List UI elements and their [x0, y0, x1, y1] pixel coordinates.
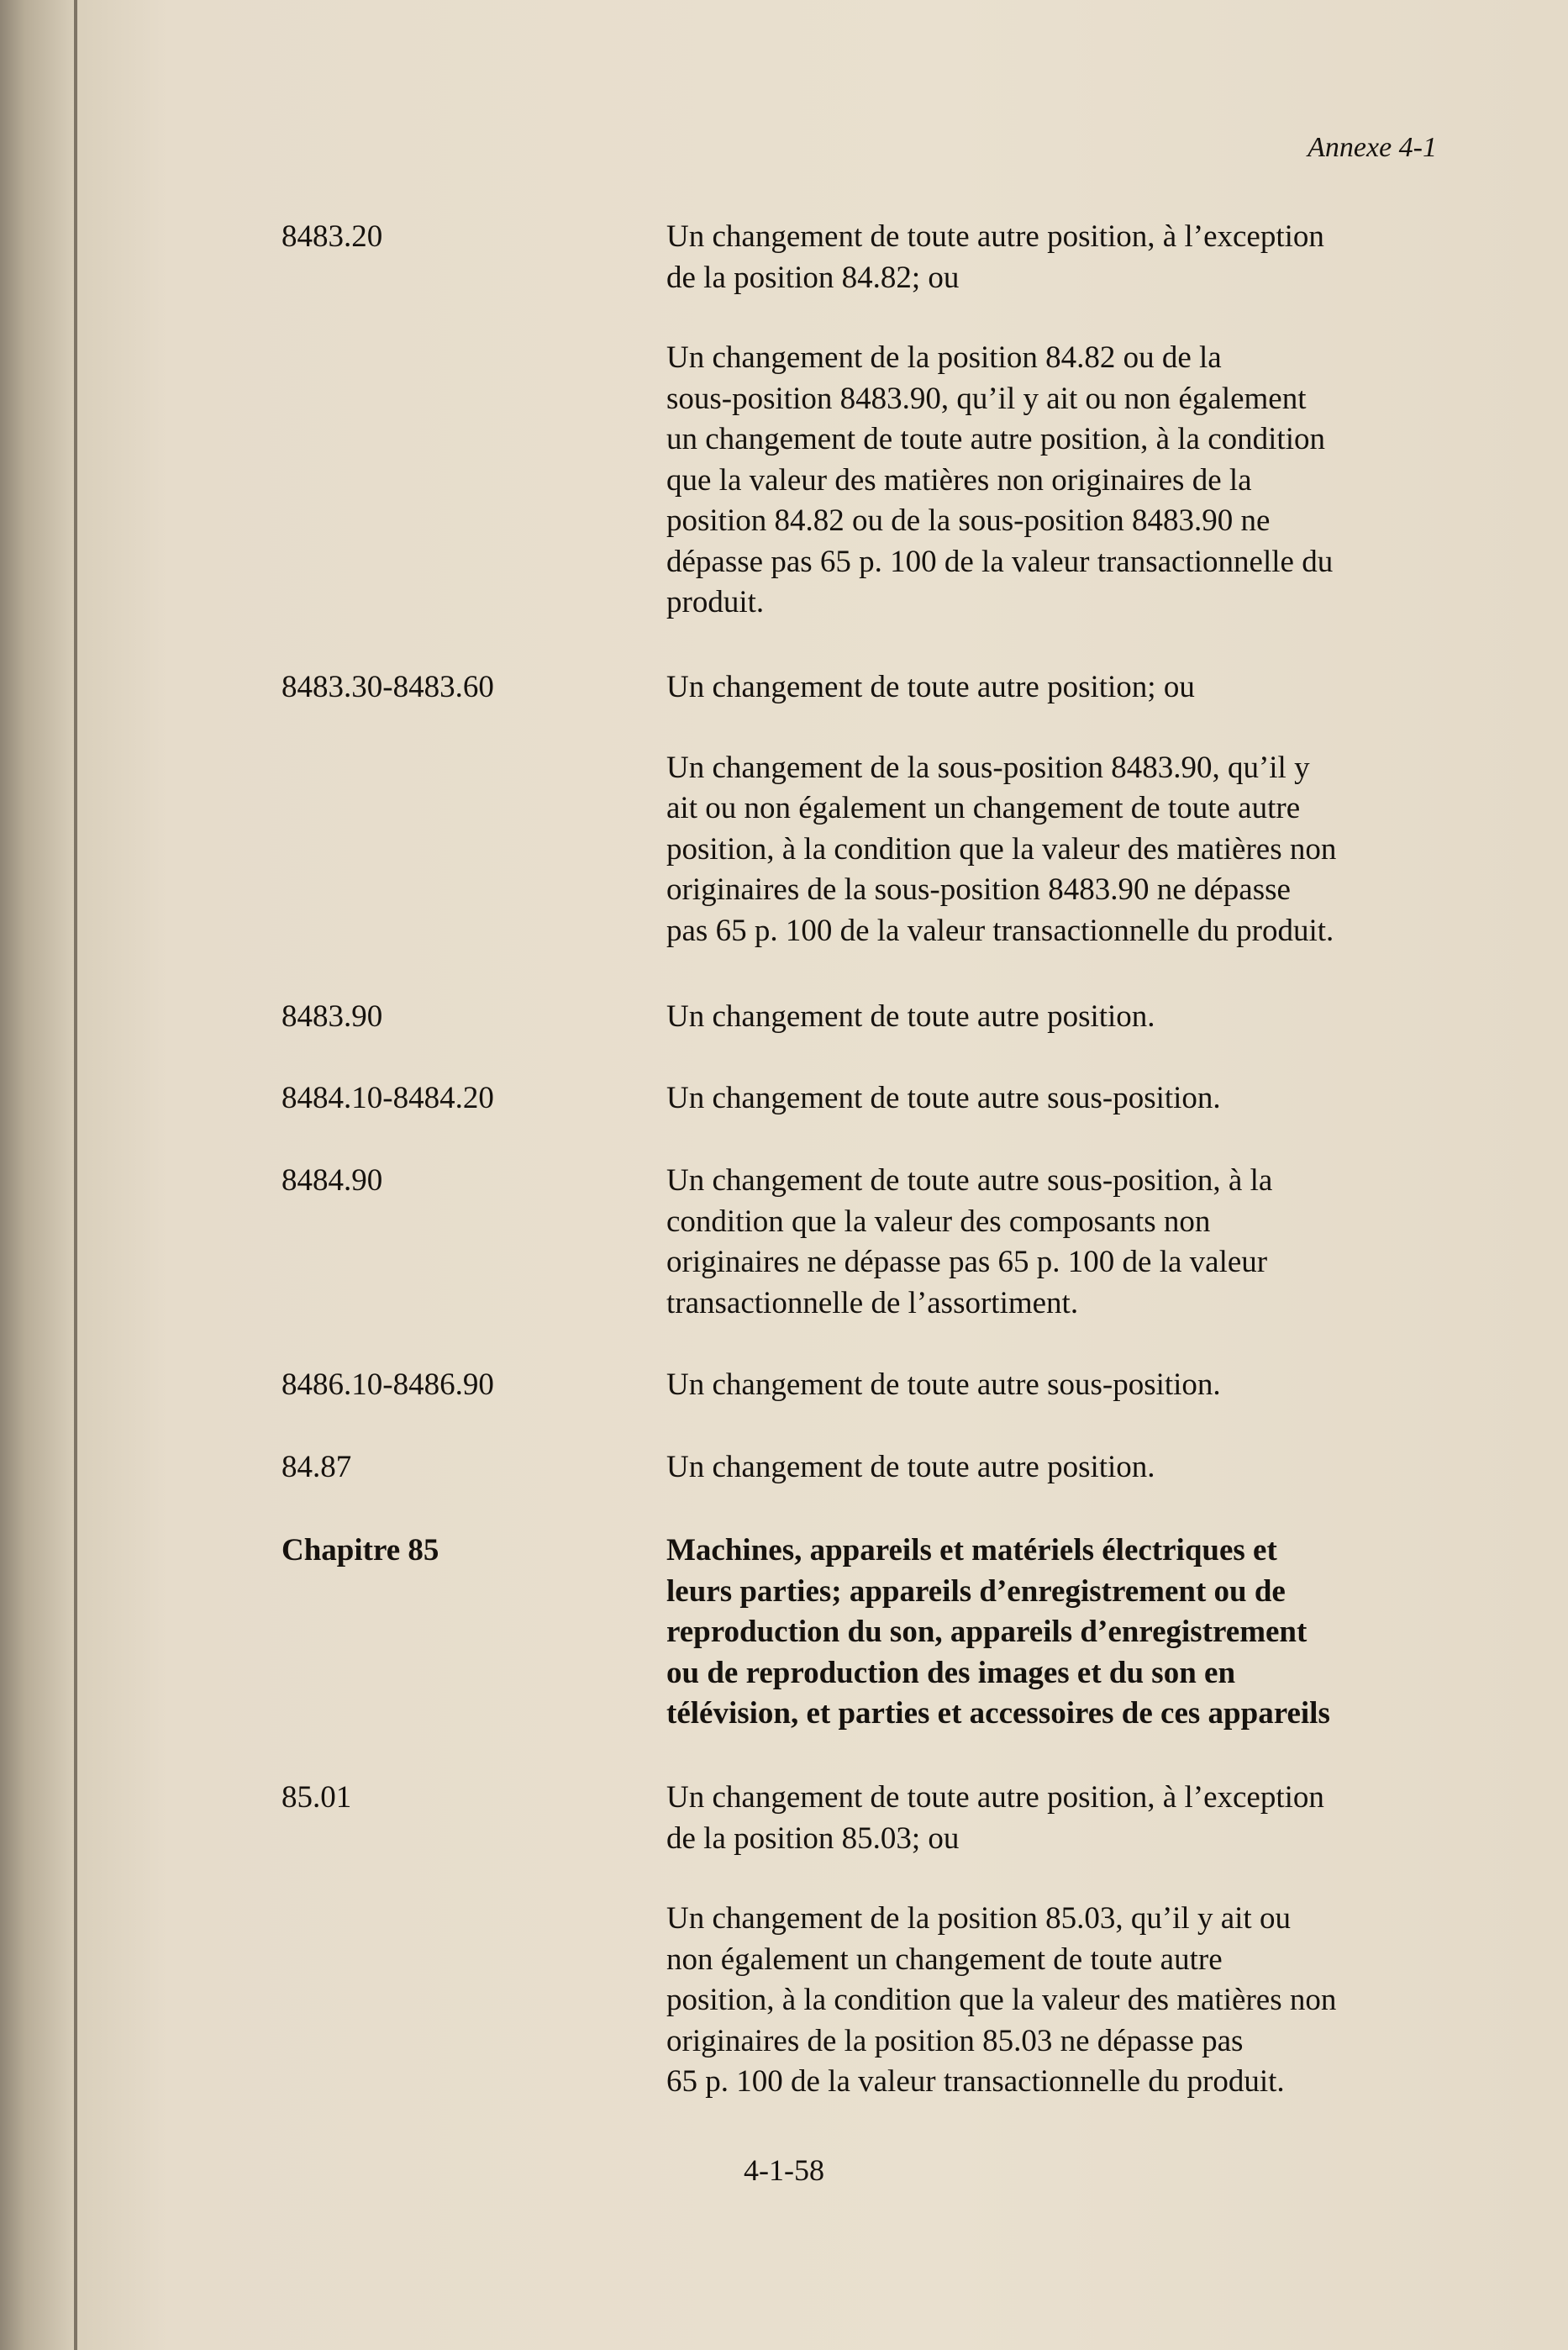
- rule-line: Un changement de toute autre sous-position.: [666, 1367, 1221, 1402]
- rule-line: Un changement de la position 84.82 ou de la: [666, 340, 1222, 375]
- rule-line: Un changement de la position 85.03, qu’il y ait ou: [666, 1901, 1291, 1936]
- tariff-code: 85.01: [282, 1780, 352, 1815]
- chapter-title-line: leurs parties; appareils d’enregistrement ou de: [666, 1573, 1286, 1609]
- tariff-code: 8484.90: [282, 1163, 383, 1198]
- chapter-title-line: télévision, et parties et accessoires de ces appareils: [666, 1696, 1330, 1731]
- rule-line: Un changement de toute autre position, à l’exception: [666, 219, 1324, 254]
- rule-line: transactionnelle de l’assortiment.: [666, 1285, 1079, 1320]
- rule-line: position, à la condition que la valeur des matières non: [666, 831, 1337, 867]
- rule-line: Un changement de toute autre position.: [666, 999, 1155, 1034]
- rule-line: non également un changement de toute autre: [666, 1942, 1223, 1977]
- chapter-title: [666, 1531, 1448, 1735]
- tariff-code: 8486.10-8486.90: [282, 1367, 494, 1402]
- rule-line: condition que la valeur des composants non: [666, 1204, 1211, 1239]
- rule-line: de la position 85.03; ou: [666, 1820, 960, 1856]
- rule-line: originaires ne dépasse pas 65 p. 100 de la valeur: [666, 1245, 1268, 1279]
- rule-line: position, à la condition que la valeur des matières non: [666, 1983, 1337, 2017]
- rule-line: dépasse pas 65 p. 100 de la valeur transactionnelle du: [666, 544, 1334, 579]
- rule-line: Un changement de la sous-position 8483.90, qu’il y: [666, 750, 1310, 785]
- tariff-code: 8484.10-8484.20: [282, 1081, 494, 1115]
- binding-shadow: [74, 0, 77, 2350]
- page-number: 4-1-58: [744, 2153, 824, 2187]
- tariff-code: 8483.90: [282, 999, 383, 1034]
- rule-line: que la valeur des matières non originaires de la: [666, 462, 1252, 498]
- rule-line: Un changement de toute autre position, à l’exception: [666, 1780, 1324, 1815]
- chapter-title-line: reproduction du son, appareils d’enregistrement: [666, 1615, 1308, 1649]
- chapter-number: Chapitre 85: [282, 1533, 439, 1568]
- tariff-code: 84.87: [282, 1450, 352, 1484]
- chapter-title-line: ou de reproduction des images et du son en: [666, 1655, 1236, 1690]
- rule-line: Un changement de toute autre position.: [666, 1450, 1155, 1484]
- rule-text: [666, 217, 1448, 624]
- rule-line: de la position 84.82; ou: [666, 260, 960, 295]
- rule-line: un changement de toute autre position, à la condition: [666, 422, 1325, 456]
- rule-line: Un changement de toute autre sous-position.: [666, 1081, 1221, 1115]
- rule-line: Un changement de toute autre position; ou: [666, 670, 1195, 704]
- rule-line: originaires de la sous-position 8483.90 ne dépasse: [666, 872, 1291, 907]
- rule-text: [666, 1365, 1448, 1406]
- tariff-code: 8483.20: [282, 219, 383, 254]
- rule-line: Un changement de toute autre sous-position, à la: [666, 1163, 1273, 1198]
- rule-line: 65 p. 100 de la valeur transactionnelle du produit.: [666, 2064, 1285, 2099]
- rule-line: originaires de la position 85.03 ne dépasse pas: [666, 2023, 1244, 2058]
- rule-line: produit.: [666, 585, 765, 619]
- rule-text: [666, 997, 1448, 1038]
- rule-text: [666, 667, 1448, 951]
- rule-text: [666, 1078, 1448, 1120]
- rule-line: position 84.82 ou de la sous-position 8483.90 ne: [666, 503, 1271, 538]
- chapter-title-line: Machines, appareils et matériels électriques et: [666, 1533, 1277, 1568]
- rule-text: [666, 1778, 1448, 2103]
- rule-text: [666, 1161, 1448, 1324]
- rule-line: ait ou non également un changement de toute autre: [666, 791, 1301, 825]
- rule-line: pas 65 p. 100 de la valeur transactionnelle du produit.: [666, 913, 1334, 948]
- tariff-code: 8483.30-8483.60: [282, 670, 494, 704]
- rule-text: [666, 1447, 1448, 1489]
- rule-line: sous-position 8483.90, qu’il y ait ou non également: [666, 381, 1307, 416]
- running-header: Annexe 4-1: [1308, 132, 1437, 163]
